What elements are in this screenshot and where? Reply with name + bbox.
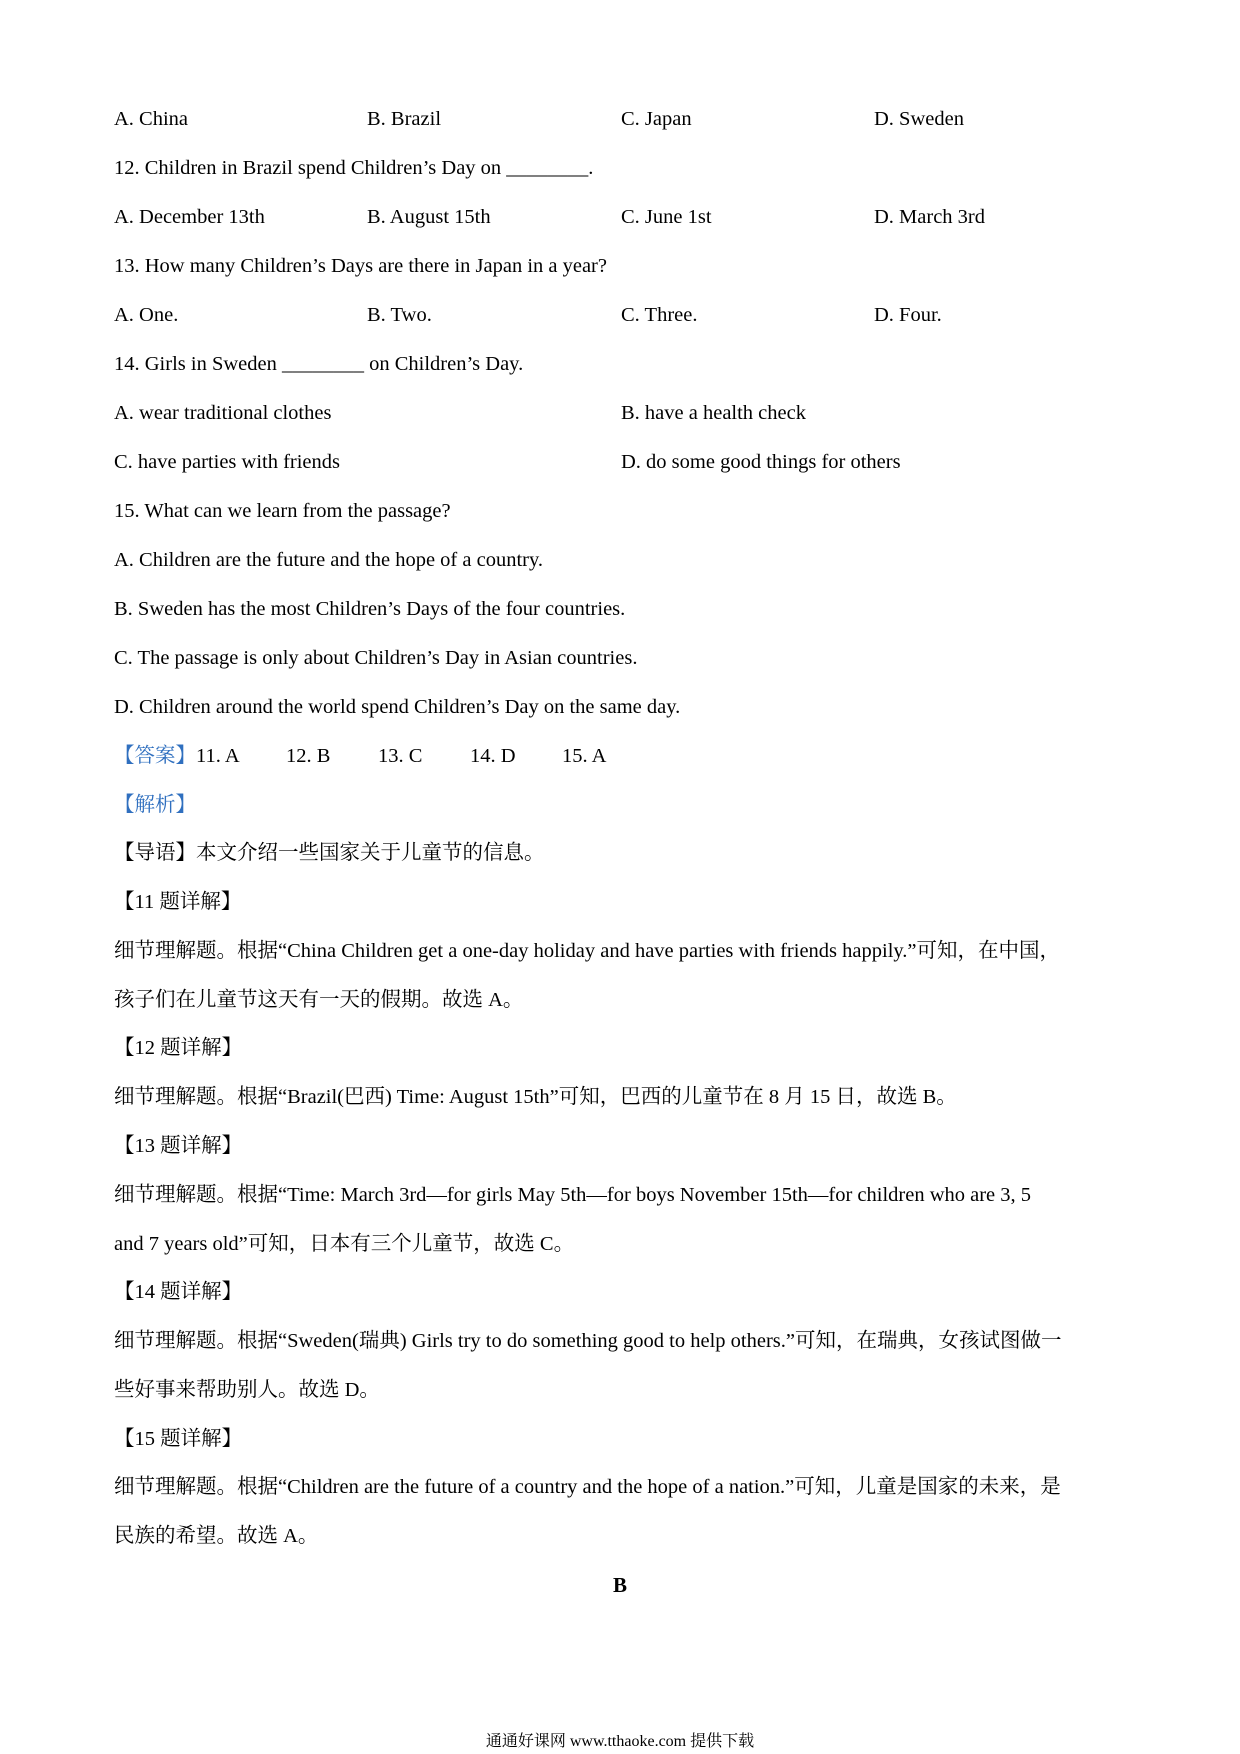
q14-option-d: D. do some good things for others — [621, 451, 901, 473]
answer-item: 11. A — [196, 745, 240, 767]
q11-option-b: B. Brazil — [367, 108, 442, 130]
lead-text: 【导语】本文介绍一些国家关于儿童节的信息。 — [114, 842, 545, 864]
answer-item: 13. C — [378, 745, 423, 767]
answer-item: 12. B — [286, 745, 331, 767]
answer-item: 14. D — [470, 745, 516, 767]
detail-line: 细节理解题。根据“Time: March 3rd—for girls May 5th—for boys November 15th—for children who are 3, 5 — [114, 1184, 1032, 1206]
detail-line: and 7 years old”可知，日本有三个儿童节，故选 C。 — [114, 1233, 575, 1255]
q12-stem: 12. Children in Brazil spend Children’s Day on ________. — [114, 157, 594, 179]
detail-line: 些好事来帮助别人。故选 D。 — [114, 1379, 380, 1401]
q11-option-c: C. Japan — [621, 108, 692, 130]
q15-option-a: A. Children are the future and the hope of a country. — [114, 549, 544, 571]
q12-option-c: C. June 1st — [621, 206, 712, 228]
detail-heading-12: 【12 题详解】 — [114, 1037, 243, 1059]
q15-option-b: B. Sweden has the most Children’s Days of the four countries. — [114, 598, 626, 620]
detail-line: 细节理解题。根据“Brazil(巴西) Time: August 15th”可知，巴西的儿童节在 8 月 15 日，故选 B。 — [114, 1086, 957, 1108]
q14-option-a: A. wear traditional clothes — [114, 402, 332, 424]
q13-option-a: A. One. — [114, 304, 179, 326]
q13-stem: 13. How many Children’s Days are there in Japan in a year? — [114, 255, 607, 277]
detail-line: 细节理解题。根据“Sweden(瑞典) Girls try to do something good to help others.”可知，在瑞典，女孩试图做一 — [114, 1330, 1062, 1352]
page-footer: 通通好课网 www.tthaoke.com 提供下载 — [485, 1733, 755, 1750]
q15-option-d: D. Children around the world spend Children’s Day on the same day. — [114, 696, 681, 718]
q13-option-b: B. Two. — [367, 304, 432, 326]
q12-option-d: D. March 3rd — [874, 206, 986, 228]
detail-line: 孩子们在儿童节这天有一天的假期。故选 A。 — [114, 989, 524, 1011]
detail-heading-15: 【15 题详解】 — [114, 1428, 243, 1450]
detail-heading-11: 【11 题详解】 — [114, 891, 242, 913]
q14-stem: 14. Girls in Sweden ________ on Children’s Day. — [114, 353, 524, 375]
q12-option-b: B. August 15th — [367, 206, 491, 228]
q11-option-d: D. Sweden — [874, 108, 964, 130]
answer-row — [114, 741, 606, 771]
detail-line: 民族的希望。故选 A。 — [114, 1525, 319, 1547]
q14-option-c: C. have parties with friends — [114, 451, 341, 473]
q15-option-c: C. The passage is only about Children’s Day in Asian countries. — [114, 647, 638, 669]
q13-option-d: D. Four. — [874, 304, 942, 326]
q15-stem: 15. What can we learn from the passage? — [114, 500, 451, 522]
section-heading: B — [612, 1573, 627, 1597]
answer-label: 【答案】 — [114, 745, 196, 767]
q13-option-c: C. Three. — [621, 304, 698, 326]
detail-line: 细节理解题。根据“Children are the future of a country and the hope of a nation.”可知，儿童是国家的未来，是 — [114, 1476, 1061, 1498]
detail-line: 细节理解题。根据“China Children get a one-day holiday and have parties with friends happily.”可知，在中国， — [114, 940, 1061, 962]
answer-item: 15. A — [562, 745, 607, 767]
q14-option-b: B. have a health check — [621, 402, 806, 424]
detail-heading-14: 【14 题详解】 — [114, 1281, 243, 1303]
q12-option-a: A. December 13th — [114, 206, 265, 228]
q11-option-a: A. China — [114, 108, 189, 130]
detail-heading-13: 【13 题详解】 — [114, 1135, 243, 1157]
analysis-label: 【解析】 — [114, 794, 196, 816]
